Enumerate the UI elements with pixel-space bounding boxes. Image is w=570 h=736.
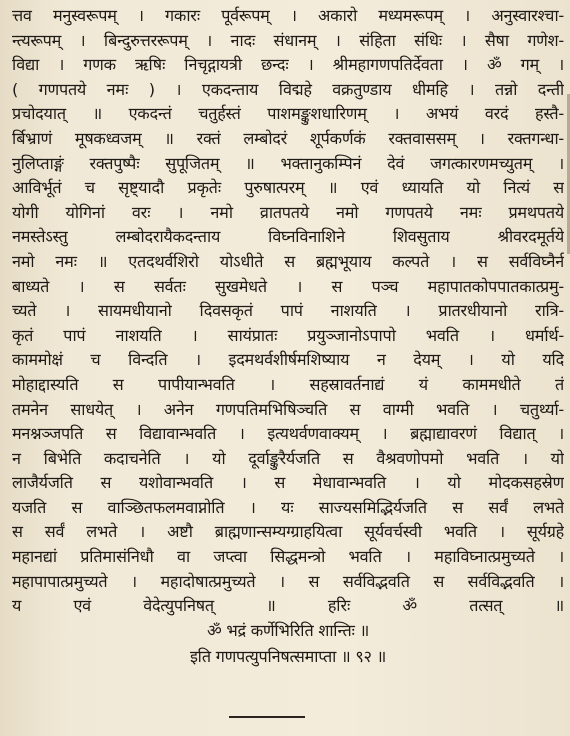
text-line: न्त्यरूपम् । बिन्दुरुत्तररूपम् । नादः संधानम् । संहिता संधिः । सैषा गणेश-: [12, 30, 564, 50]
text-line: महानद्यां प्रतिमासंनिधौ वा जप्त्वा सिद्धमन्त्रो भवति । महाविघ्नात्प्रमुच्यते ।: [12, 547, 564, 567]
body-text: [12, 0, 564, 670]
text-line: योगी योगिनां वरः । नमो व्रातपतये नमो गणपतये नमः प्रमथपतये: [12, 202, 564, 222]
text-line: प्रचोदयात् ॥ एकदन्तं चतुर्हस्तं पाशमङ्कुशधारिणम् । अभयं वरदं हस्तै-: [12, 104, 564, 124]
text-line: विद्या । गणक ऋषिः निचृद्गायत्री छन्दः । श्रीमहागणपतिर्देवता । ॐ गम् ।: [12, 55, 564, 75]
text-line: त्तव मनुस्वरूपम् । गकारः पूर्वरूपम् । अकारो मध्यमरूपम् । अनुस्वारश्चा-: [12, 6, 564, 25]
text-line: यजति स वाञ्छितफलमवाप्नोति । यः साज्यसमिद्भिर्यजति स सर्वं लभते: [12, 497, 564, 517]
text-line: ( गणपतये नमः ) । एकदन्ताय विद्महे वक्रतुण्डाय धीमहि । तन्नो दन्ती: [12, 79, 564, 99]
text-line: नमस्तेऽस्तु लम्बोदरायैकदन्ताय विघ्नविनाशिने शिवसुताय श्रीवरदमूर्तये: [12, 227, 564, 247]
end-rule: [229, 716, 305, 718]
text-line: बाध्यते । स सर्वतः सुखमेधते । स पञ्च महापातकोपपातकात्प्रमु-: [12, 276, 564, 296]
text-line: स सर्वं लभते । अष्टौ ब्राह्मणान्सम्यग्ग्राहयित्वा सूर्यवर्चस्वी भवति । सूर्यग्रहे: [12, 522, 564, 542]
text-line: कृतं पापं नाशयति । सायंप्रातः प्रयुञ्जानोऽपापो भवति । धर्मार्थ-: [12, 325, 564, 345]
text-line: आविर्भूतं च सृष्ट्यादौ प्रकृतेः पुरुषात्परम् ॥ एवं ध्यायति यो नित्यं स: [12, 178, 564, 198]
text-line: र्बिभ्राणं मूषकध्वजम् ॥ रक्तं लम्बोदरं शूर्पकर्णकं रक्तवाससम् । रक्तगन्धा-: [12, 128, 564, 148]
text-line: काममोक्षं च विन्दति । इदमथर्वशीर्षमशिष्याय न देयम् । यो यदि: [12, 350, 564, 370]
text-line: मनश्नञ्जपति स विद्यावान्भवति । इत्यथर्वणवाक्यम् । ब्रह्माद्यावरणं विद्यात् ।: [12, 424, 564, 444]
text-line: लाजैर्यजति स यशोवान्भवति । स मेधावान्भवति । यो मोदकसहस्रेण: [12, 473, 564, 493]
invocation-line: ॐ भद्रं कर्णेभिरिति शान्तिः ॥: [206, 620, 370, 640]
text-line: मोहाद्दास्यति स पापीयान्भवति । सहस्रावर्तनाद्यं यं काममधीते तं: [12, 374, 564, 394]
text-line: तमनेन साधयेत् । अनेन गणपतिमभिषिञ्चति स वाग्मी भवति । चतुर्थ्या-: [12, 399, 564, 419]
colophon-line: इति गणपत्युपनिषत्समाप्ता ॥ ९२ ॥: [189, 647, 387, 667]
text-line: महापापात्प्रमुच्यते । महादोषात्प्रमुच्यते । स सर्वविद्भवति स सर्वविद्भवति ।: [12, 571, 564, 591]
text-line: नमो नमः ॥ एतदथर्वशिरो योऽधीते स ब्रह्मभूयाय कल्पते । स सर्वविघ्नैर्न: [12, 251, 564, 271]
text-line: च्यते । सायमधीयानो दिवसकृतं पापं नाशयति । प्रातरधीयानो रात्रि-: [12, 301, 564, 321]
text-line: न बिभेति कदाचनेति । यो दूर्वाङ्कुरैर्यजति स वैश्रवणोपमो भवति । यो: [12, 448, 564, 468]
text-line: य एवं वेदेत्युपनिषत् ॥ हरिः ॐ तत्सत् ॥: [12, 596, 564, 616]
text-line: नुलिप्ताङ्गं रक्तपुष्पैः सुपूजितम् ॥ भक्तानुकम्पिनं देवं जगत्कारणमच्युतम् ।: [12, 153, 564, 173]
